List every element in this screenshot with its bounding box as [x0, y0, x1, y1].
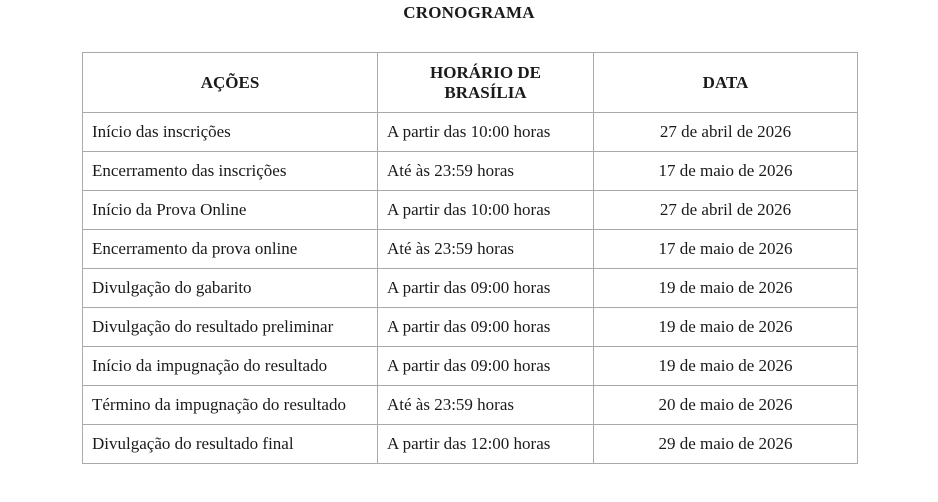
cell-acao: Divulgação do gabarito: [83, 269, 378, 308]
cell-acao: Divulgação do resultado preliminar: [83, 308, 378, 347]
table-row: [83, 308, 858, 347]
header-horario: [378, 53, 594, 113]
cell-horario: A partir das 09:00 horas: [378, 308, 594, 347]
table-row: [83, 152, 858, 191]
cell-acao: Início da Prova Online: [83, 191, 378, 230]
header-acoes: AÇÕES: [83, 53, 378, 113]
page-title: CRONOGRAMA: [403, 3, 535, 22]
cell-acao: Início da impugnação do resultado: [83, 347, 378, 386]
cell-acao: Término da impugnação do resultado: [83, 386, 378, 425]
table-row: [83, 386, 858, 425]
table-row: [83, 269, 858, 308]
cell-horario: A partir das 09:00 horas: [378, 269, 594, 308]
table-body: [83, 113, 858, 464]
cell-horario: Até às 23:59 horas: [378, 230, 594, 269]
cell-data: 27 de abril de 2026: [594, 191, 858, 230]
cell-data: 17 de maio de 2026: [594, 230, 858, 269]
cell-data: 19 de maio de 2026: [594, 308, 858, 347]
cell-horario: A partir das 09:00 horas: [378, 347, 594, 386]
cell-data: 17 de maio de 2026: [594, 152, 858, 191]
cell-acao: Divulgação do resultado final: [83, 425, 378, 464]
cell-horario: Até às 23:59 horas: [378, 386, 594, 425]
cell-acao: Encerramento das inscrições: [83, 152, 378, 191]
cell-horario: A partir das 12:00 horas: [378, 425, 594, 464]
cell-acao: Início das inscrições: [83, 113, 378, 152]
cell-data: 19 de maio de 2026: [594, 347, 858, 386]
table-row: [83, 347, 858, 386]
cell-acao: Encerramento da prova online: [83, 230, 378, 269]
header-horario-line1: HORÁRIO DE: [430, 62, 541, 82]
table-row: [83, 191, 858, 230]
table-row: [83, 113, 858, 152]
cell-horario: Até às 23:59 horas: [378, 152, 594, 191]
cell-data: 19 de maio de 2026: [594, 269, 858, 308]
cell-data: 27 de abril de 2026: [594, 113, 858, 152]
cell-data: 29 de maio de 2026: [594, 425, 858, 464]
cell-horario: A partir das 10:00 horas: [378, 191, 594, 230]
table-row: [83, 230, 858, 269]
schedule-table: [82, 52, 858, 464]
table-header-row: [83, 53, 858, 113]
header-horario-line2: BRASÍLIA: [444, 82, 527, 102]
cell-horario: A partir das 10:00 horas: [378, 113, 594, 152]
cell-data: 20 de maio de 2026: [594, 386, 858, 425]
table-row: [83, 425, 858, 464]
header-data: DATA: [594, 53, 858, 113]
